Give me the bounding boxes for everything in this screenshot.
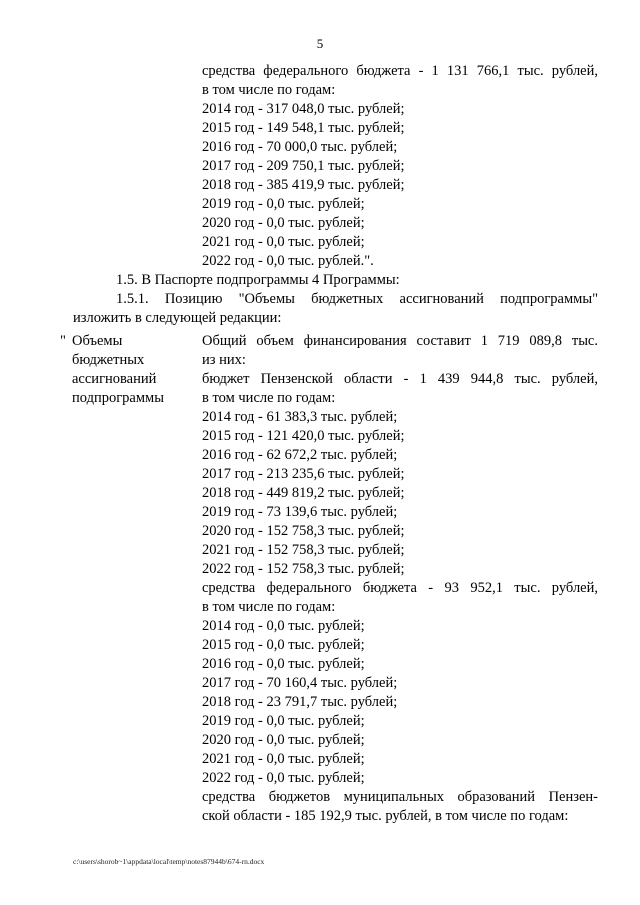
open-quote: "	[60, 333, 66, 349]
label-line: бюджетных	[72, 352, 145, 368]
value-line: 2018 год - 23 791,7 тыс. рублей;	[202, 694, 398, 710]
top-line: 2021 год - 0,0 тыс. рублей;	[202, 234, 365, 250]
value-line: в том числе по годам:	[202, 390, 336, 406]
value-line: 2014 год - 0,0 тыс. рублей;	[202, 618, 365, 634]
value-line: 2021 год - 0,0 тыс. рублей;	[202, 751, 365, 767]
subsection-continuation: изложить в следующей редакции:	[73, 310, 282, 326]
value-line: из них:	[202, 352, 246, 368]
top-line: 2014 год - 317 048,0 тыс. рублей;	[202, 101, 405, 117]
value-line: средства бюджетов муниципальных образований Пензен-	[202, 789, 598, 805]
value-line: 2022 год - 0,0 тыс. рублей;	[202, 770, 365, 786]
value-line: Общий объем финансирования составит 1 719 089,8 тыс.	[202, 333, 598, 349]
value-line: 2016 год - 0,0 тыс. рублей;	[202, 656, 365, 672]
top-line: средства федерального бюджета - 1 131 766,1 тыс. рублей,	[202, 63, 598, 79]
value-line: бюджет Пензенской области - 1 439 944,8 тыс. рублей,	[202, 371, 598, 387]
value-line: 2017 год - 70 160,4 тыс. рублей;	[202, 675, 398, 691]
label-line: Объемы	[72, 333, 123, 349]
value-line: ской области - 185 192,9 тыс. рублей, в том числе по годам:	[202, 808, 569, 824]
page-number: 5	[316, 36, 324, 51]
value-line: 2017 год - 213 235,6 тыс. рублей;	[202, 466, 405, 482]
value-line: 2015 год - 0,0 тыс. рублей;	[202, 637, 365, 653]
label-line: ассигнований	[72, 371, 157, 387]
footer-file-path: c:\users\shorob~1\appdata\local\temp\notes87944b\674-rn.docx	[73, 857, 265, 866]
value-line: средства федерального бюджета - 93 952,1 тыс. рублей,	[202, 580, 598, 596]
section-heading: 1.5. В Паспорте подпрограммы 4 Программы:	[116, 272, 400, 288]
top-line: 2017 год - 209 750,1 тыс. рублей;	[202, 158, 405, 174]
top-line: 2020 год - 0,0 тыс. рублей;	[202, 215, 365, 231]
value-line: 2019 год - 0,0 тыс. рублей;	[202, 713, 365, 729]
value-line: 2022 год - 152 758,3 тыс. рублей;	[202, 561, 405, 577]
value-line: 2020 год - 0,0 тыс. рублей;	[202, 732, 365, 748]
top-line: 2016 год - 70 000,0 тыс. рублей;	[202, 139, 398, 155]
top-line: 2015 год - 149 548,1 тыс. рублей;	[202, 120, 405, 136]
top-line: 2019 год - 0,0 тыс. рублей;	[202, 196, 365, 212]
value-line: 2020 год - 152 758,3 тыс. рублей;	[202, 523, 405, 539]
value-line: в том числе по годам:	[202, 599, 336, 615]
subsection-heading: 1.5.1. Позицию "Объемы бюджетных ассигнований подпрограммы"	[116, 291, 598, 307]
value-line: 2015 год - 121 420,0 тыс. рублей;	[202, 428, 405, 444]
top-line: в том числе по годам:	[202, 82, 336, 98]
top-line: 2018 год - 385 419,9 тыс. рублей;	[202, 177, 405, 193]
label-line: подпрограммы	[72, 390, 164, 406]
value-line: 2014 год - 61 383,3 тыс. рублей;	[202, 409, 398, 425]
value-line: 2016 год - 62 672,2 тыс. рублей;	[202, 447, 398, 463]
value-line: 2021 год - 152 758,3 тыс. рублей;	[202, 542, 405, 558]
value-line: 2019 год - 73 139,6 тыс. рублей;	[202, 504, 398, 520]
value-line: 2018 год - 449 819,2 тыс. рублей;	[202, 485, 405, 501]
top-line: 2022 год - 0,0 тыс. рублей.".	[202, 253, 374, 269]
